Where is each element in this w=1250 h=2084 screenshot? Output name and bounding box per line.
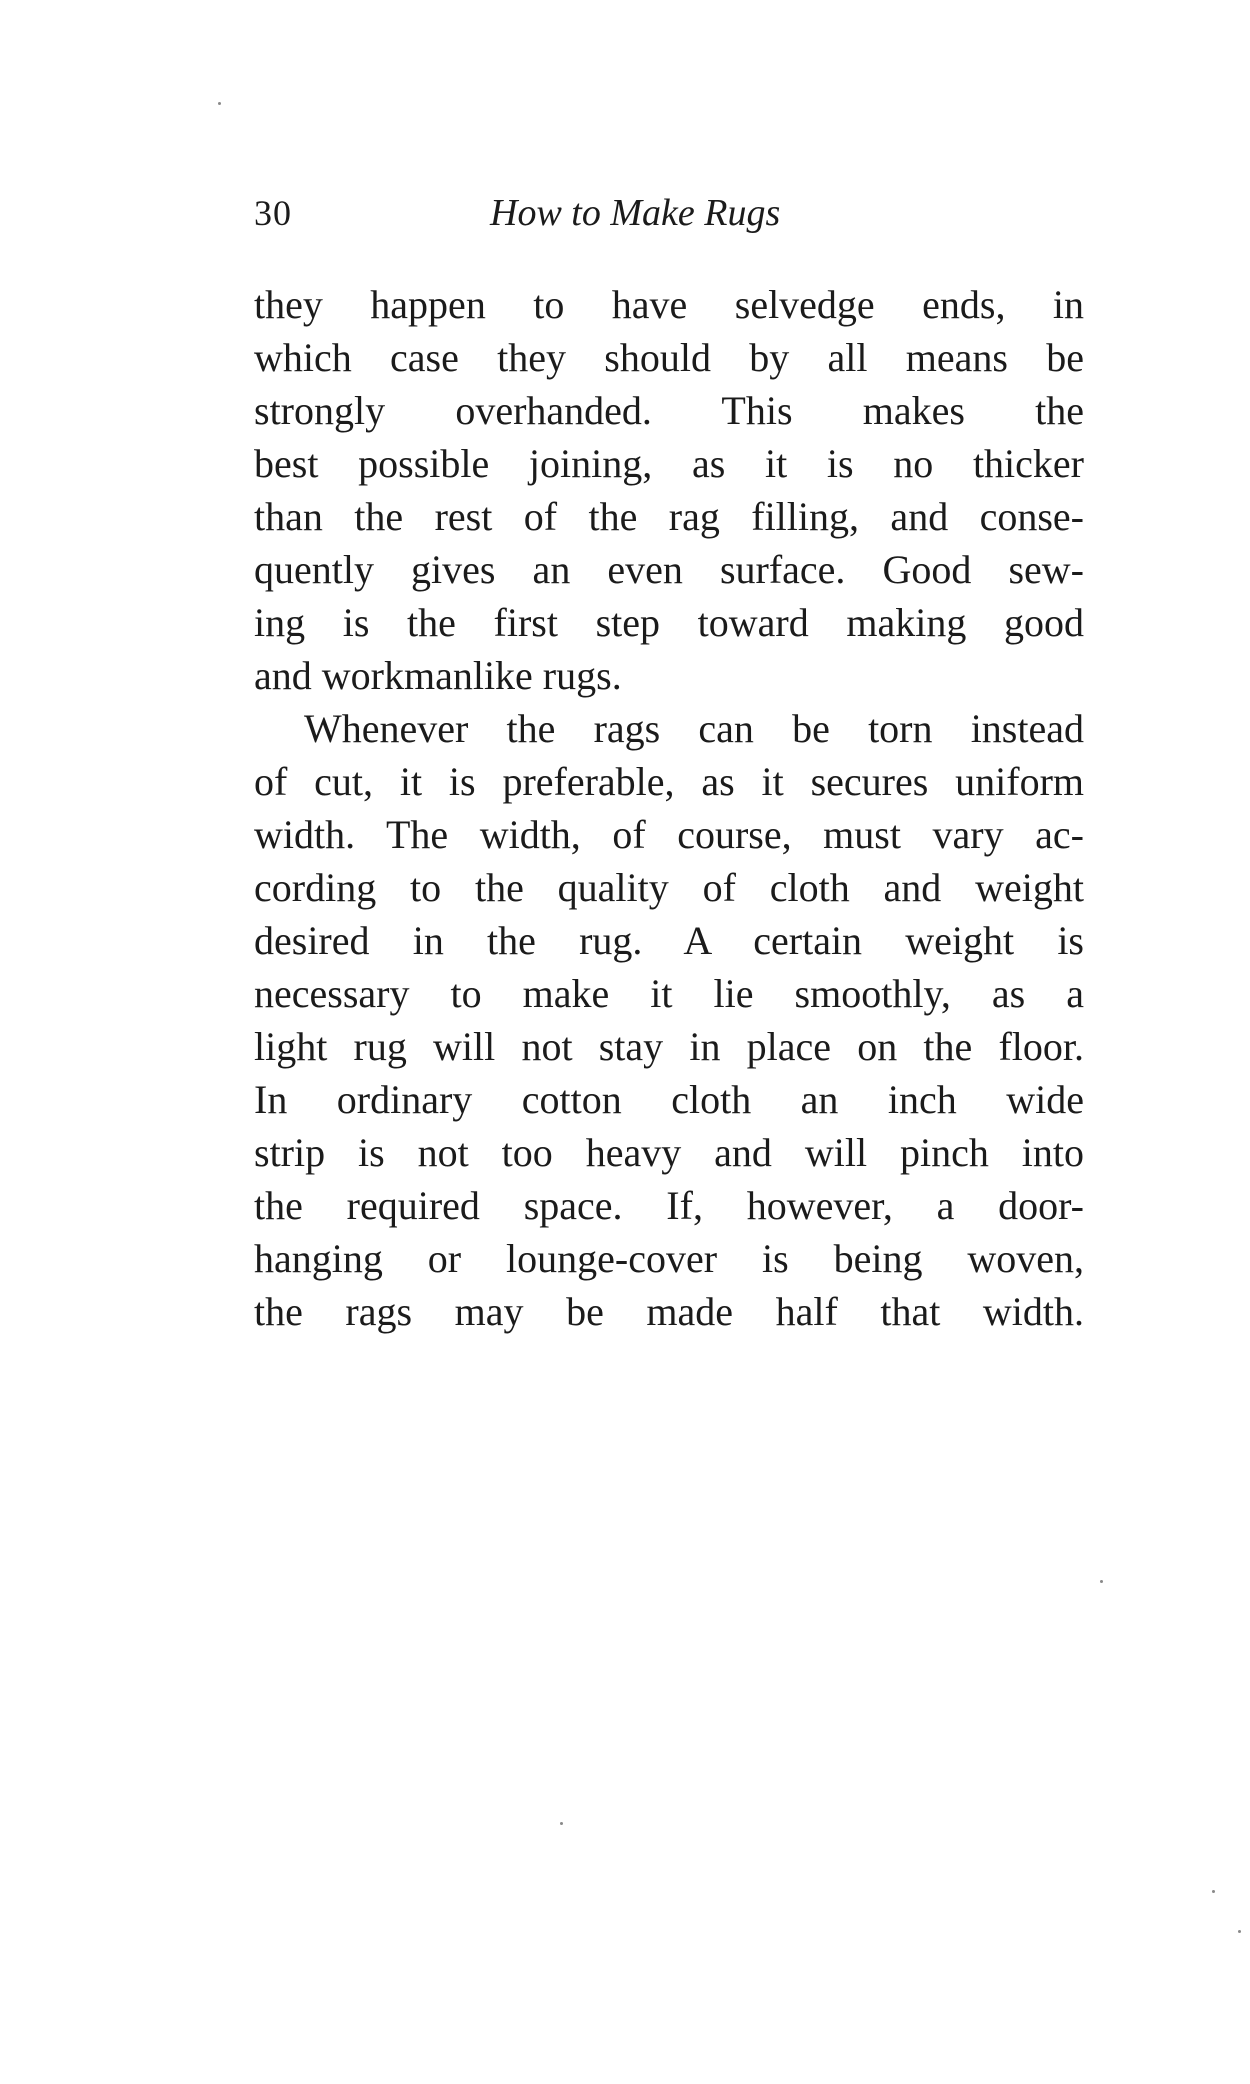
text-line: width. The width, of course, must vary ac- bbox=[254, 812, 1084, 857]
body-text bbox=[254, 278, 1084, 1338]
text-line: which case they should by all means be bbox=[254, 335, 1084, 380]
paper-speck bbox=[218, 102, 221, 105]
paper-speck bbox=[1100, 1580, 1103, 1583]
text-line: ing is the first step toward making good bbox=[254, 600, 1084, 645]
text-line: desired in the rug. A certain weight is bbox=[254, 918, 1084, 963]
text-line: they happen to have selvedge ends, in bbox=[254, 282, 1084, 327]
paper-speck bbox=[1238, 1930, 1241, 1933]
text-line: and workmanlike rugs. bbox=[254, 653, 622, 698]
text-line: the required space. If, however, a door- bbox=[254, 1183, 1084, 1228]
text-line: In ordinary cotton cloth an inch wide bbox=[254, 1077, 1084, 1122]
paragraph-2 bbox=[254, 702, 1084, 1338]
paragraph-1 bbox=[254, 278, 1084, 702]
text-line: Whenever the rags can be torn instead bbox=[304, 706, 1084, 751]
text-line: cording to the quality of cloth and weight bbox=[254, 865, 1084, 910]
running-title: How to Make Rugs bbox=[490, 192, 781, 234]
text-line: than the rest of the rag filling, and conse- bbox=[254, 494, 1084, 539]
running-head bbox=[254, 188, 1084, 238]
page-number: 30 bbox=[254, 193, 292, 233]
paper-speck bbox=[560, 1822, 563, 1825]
paper-speck bbox=[1212, 1890, 1215, 1893]
text-line: strip is not too heavy and will pinch into bbox=[254, 1130, 1084, 1175]
text-line: best possible joining, as it is no thicker bbox=[254, 441, 1084, 486]
text-line: quently gives an even surface. Good sew- bbox=[254, 547, 1084, 592]
text-line: strongly overhanded. This makes the bbox=[254, 388, 1084, 433]
text-line: hanging or lounge-cover is being woven, bbox=[254, 1236, 1084, 1281]
text-line: the rags may be made half that width. bbox=[254, 1289, 1084, 1334]
text-line: light rug will not stay in place on the floor. bbox=[254, 1024, 1084, 1069]
text-line: of cut, it is preferable, as it secures uniform bbox=[254, 759, 1084, 804]
text-line: necessary to make it lie smoothly, as a bbox=[254, 971, 1084, 1016]
